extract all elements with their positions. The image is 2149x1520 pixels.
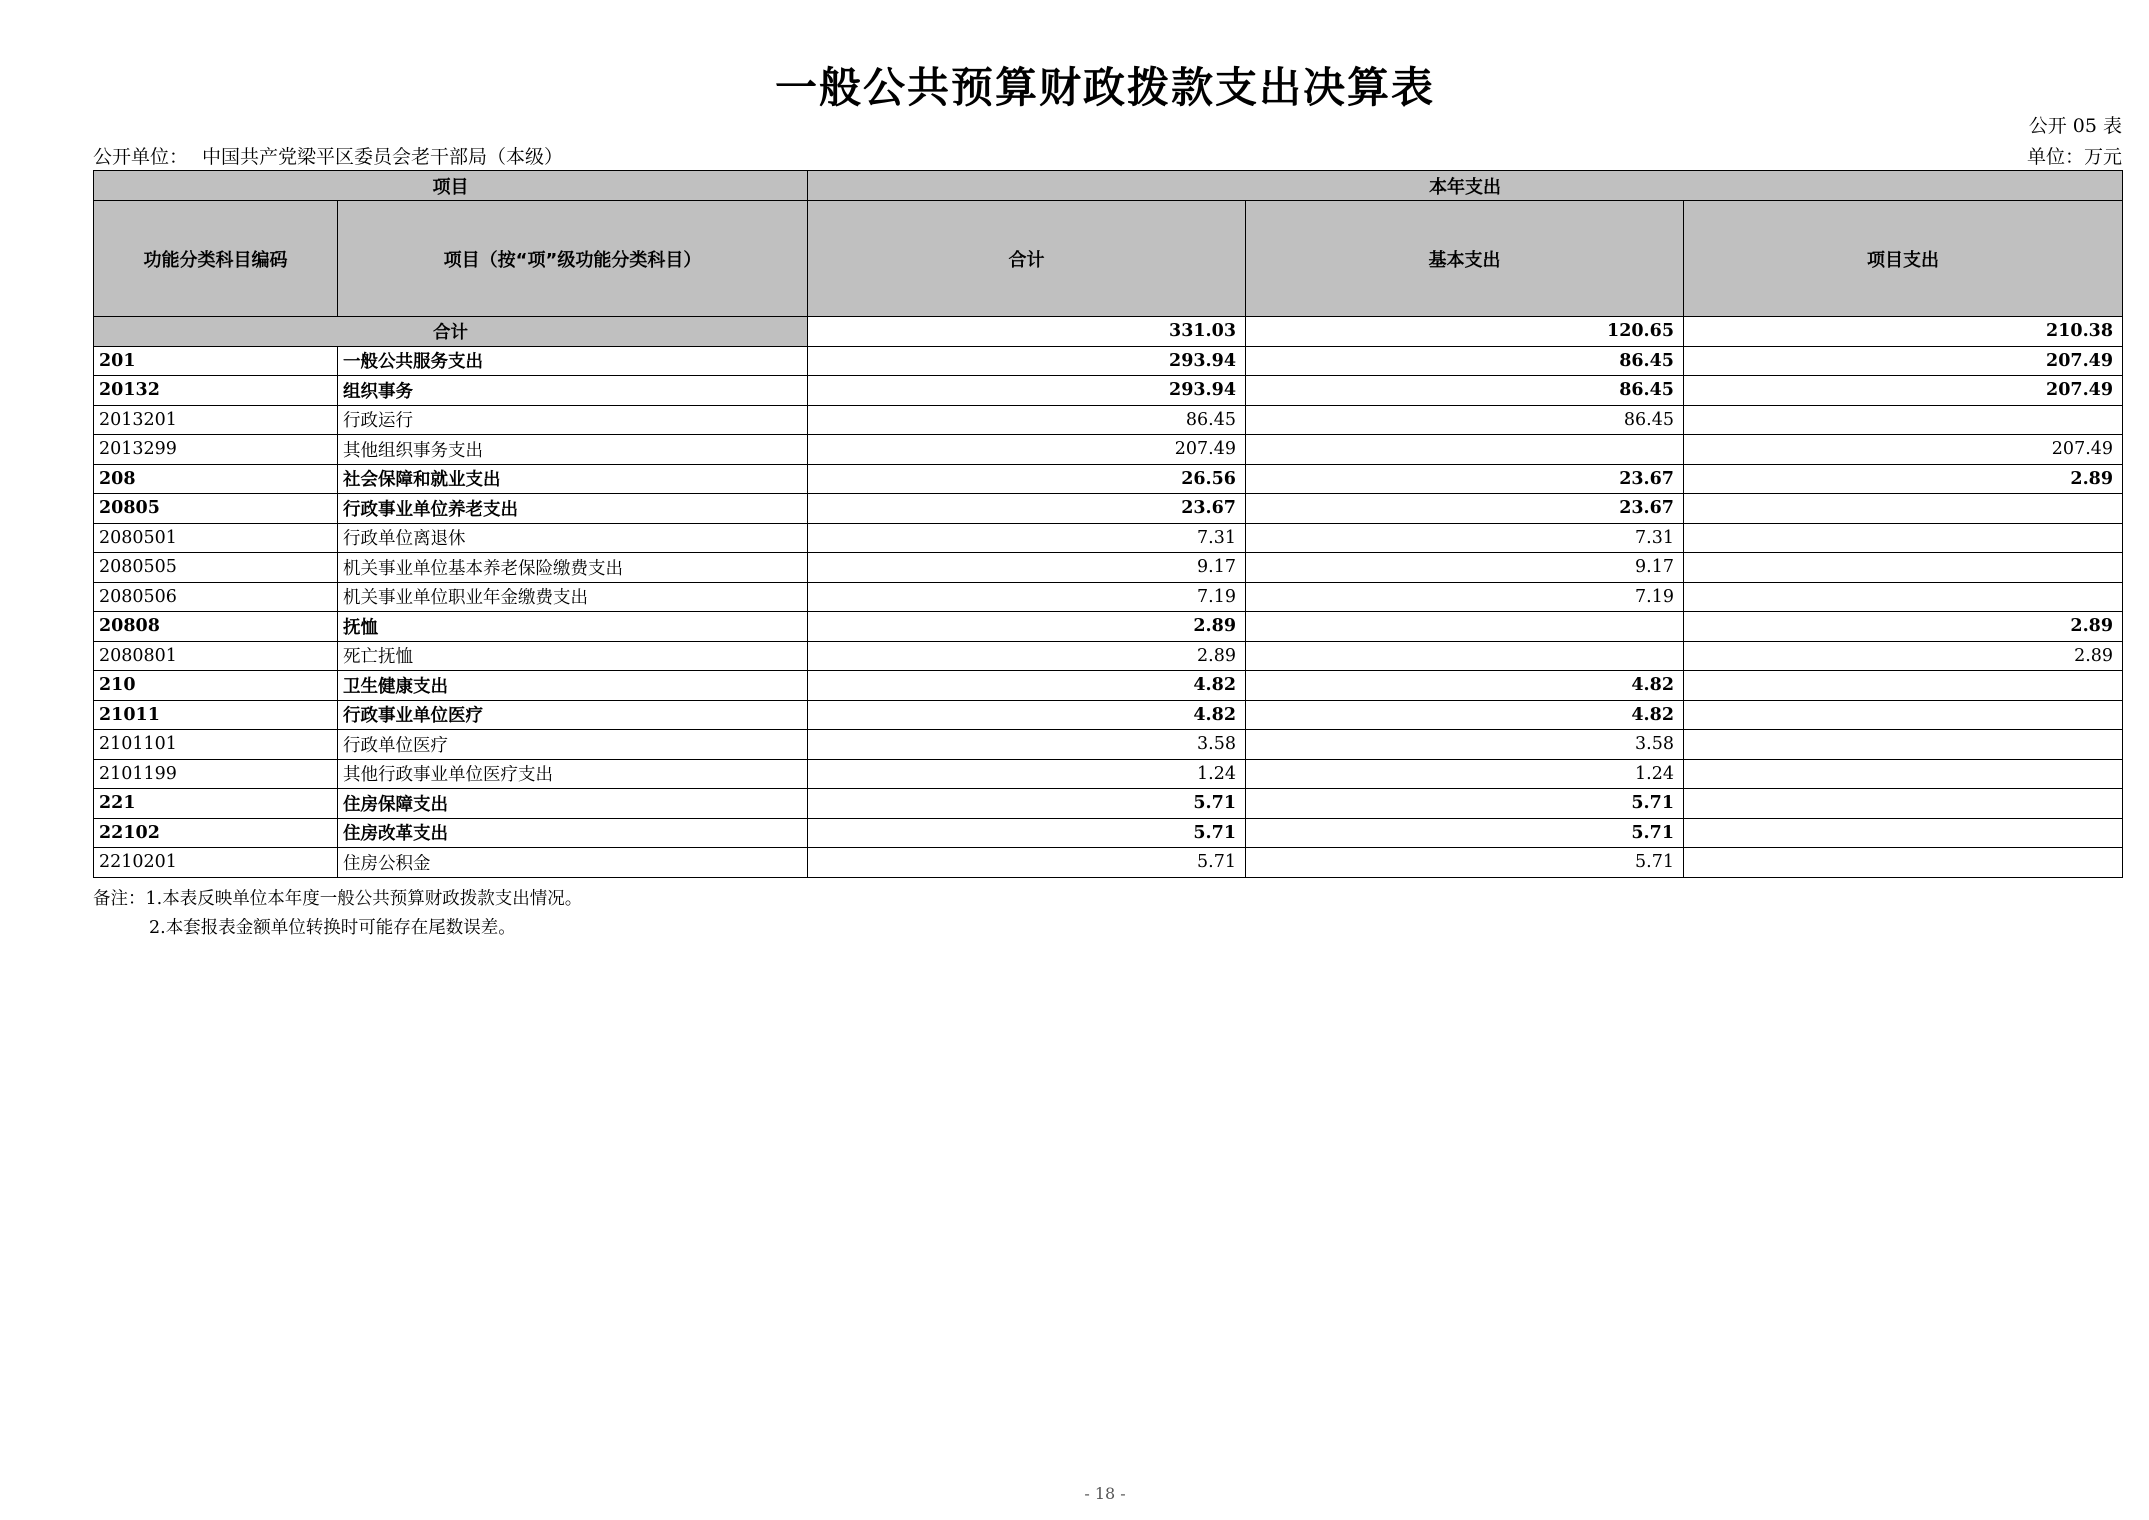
row-total: 5.71 [808,848,1246,878]
header-total: 合计 [808,201,1246,317]
row-proj: 207.49 [1684,346,2123,376]
reporting-unit-name: 中国共产党梁平区委员会老干部局（本级） [202,146,564,168]
total-proj: 210.38 [1684,317,2123,347]
reporting-unit-label: 公开单位： [93,146,189,168]
row-name: 机关事业单位基本养老保险缴费支出 [338,553,808,583]
row-proj: 2.89 [1684,612,2123,642]
row-proj [1684,700,2123,730]
row-name: 其他组织事务支出 [338,435,808,465]
row-code: 2101199 [94,759,338,789]
table-row [94,730,2123,760]
row-proj [1684,848,2123,878]
row-code: 208 [94,464,338,494]
row-basic: 1.24 [1246,759,1684,789]
row-code: 2080801 [94,641,338,671]
row-basic: 7.31 [1246,523,1684,553]
row-total: 26.56 [808,464,1246,494]
money-unit: 单位：万元 [2026,146,2122,168]
row-name: 一般公共服务支出 [338,346,808,376]
row-total: 4.82 [808,671,1246,701]
row-proj [1684,553,2123,583]
row-code: 2210201 [94,848,338,878]
notes [93,885,582,943]
row-name: 住房公积金 [338,848,808,878]
row-proj [1684,730,2123,760]
row-code: 221 [94,789,338,819]
row-basic: 86.45 [1246,405,1684,435]
total-amount: 331.03 [808,317,1246,347]
header-code: 功能分类科目编码 [94,201,338,317]
total-basic: 120.65 [1246,317,1684,347]
expenditure-table [93,170,2123,878]
row-basic: 4.82 [1246,700,1684,730]
row-proj [1684,671,2123,701]
row-basic: 5.71 [1246,848,1684,878]
row-name: 社会保障和就业支出 [338,464,808,494]
table-row [94,553,2123,583]
row-total: 3.58 [808,730,1246,760]
table-row [94,671,2123,701]
total-label: 合计 [94,317,808,347]
note-line-2: 2.本套报表金额单位转换时可能存在尾数误差。 [149,918,516,938]
header-project: 项目 [94,171,808,201]
table-row [94,494,2123,524]
header-proj: 项目支出 [1684,201,2123,317]
row-basic: 3.58 [1246,730,1684,760]
row-proj [1684,494,2123,524]
row-name: 抚恤 [338,612,808,642]
row-total: 1.24 [808,759,1246,789]
row-proj: 207.49 [1684,376,2123,406]
row-total: 86.45 [808,405,1246,435]
row-basic: 86.45 [1246,376,1684,406]
row-code: 20132 [94,376,338,406]
row-proj [1684,818,2123,848]
row-name: 机关事业单位职业年金缴费支出 [338,582,808,612]
row-name: 行政运行 [338,405,808,435]
table-row [94,700,2123,730]
row-name: 住房改革支出 [338,818,808,848]
table-row [94,582,2123,612]
row-code: 20808 [94,612,338,642]
table-row [94,818,2123,848]
row-basic [1246,435,1684,465]
row-name: 行政单位离退休 [338,523,808,553]
form-number: 公开 05 表 [2028,115,2122,137]
row-code: 2080506 [94,582,338,612]
row-proj [1684,789,2123,819]
reporting-unit [93,142,563,169]
row-proj: 2.89 [1684,464,2123,494]
table-row [94,641,2123,671]
row-code: 2101101 [94,730,338,760]
row-basic: 9.17 [1246,553,1684,583]
row-name: 行政事业单位医疗 [338,700,808,730]
row-basic [1246,612,1684,642]
row-name: 卫生健康支出 [338,671,808,701]
row-code: 210 [94,671,338,701]
row-name: 组织事务 [338,376,808,406]
table-row [94,376,2123,406]
table-row [94,612,2123,642]
row-basic: 23.67 [1246,494,1684,524]
row-total: 4.82 [808,700,1246,730]
row-total: 293.94 [808,346,1246,376]
row-name: 行政事业单位养老支出 [338,494,808,524]
table-row [94,789,2123,819]
total-row [94,317,2123,347]
row-name: 其他行政事业单位医疗支出 [338,759,808,789]
row-proj [1684,523,2123,553]
row-total: 5.71 [808,789,1246,819]
row-basic: 7.19 [1246,582,1684,612]
row-proj [1684,759,2123,789]
row-total: 9.17 [808,553,1246,583]
page-number: - 18 - [1084,1484,1126,1503]
row-name: 行政单位医疗 [338,730,808,760]
row-code: 2080505 [94,553,338,583]
row-name: 住房保障支出 [338,789,808,819]
row-basic: 5.71 [1246,818,1684,848]
row-proj [1684,582,2123,612]
row-basic: 4.82 [1246,671,1684,701]
row-code: 21011 [94,700,338,730]
header-current-year: 本年支出 [808,171,2123,201]
header-name: 项目（按“项”级功能分类科目） [338,201,808,317]
row-total: 5.71 [808,818,1246,848]
table-row [94,759,2123,789]
row-basic: 86.45 [1246,346,1684,376]
row-code: 2013201 [94,405,338,435]
row-code: 20805 [94,494,338,524]
page-title: 一般公共预算财政拨款支出决算表 [774,63,1435,112]
row-code: 22102 [94,818,338,848]
row-basic [1246,641,1684,671]
table-row [94,523,2123,553]
row-code: 201 [94,346,338,376]
row-proj: 2.89 [1684,641,2123,671]
row-proj: 207.49 [1684,435,2123,465]
row-total: 2.89 [808,641,1246,671]
row-name: 死亡抚恤 [338,641,808,671]
table-row [94,405,2123,435]
note-line-1: 备注：1.本表反映单位本年度一般公共预算财政拨款支出情况。 [93,889,583,909]
row-basic: 5.71 [1246,789,1684,819]
row-total: 2.89 [808,612,1246,642]
row-code: 2080501 [94,523,338,553]
table-row [94,346,2123,376]
row-code: 2013299 [94,435,338,465]
table-row [94,848,2123,878]
table-row [94,464,2123,494]
row-total: 23.67 [808,494,1246,524]
row-total: 7.31 [808,523,1246,553]
row-total: 207.49 [808,435,1246,465]
row-basic: 23.67 [1246,464,1684,494]
row-total: 7.19 [808,582,1246,612]
row-total: 293.94 [808,376,1246,406]
row-proj [1684,405,2123,435]
header-basic: 基本支出 [1246,201,1684,317]
table-row [94,435,2123,465]
